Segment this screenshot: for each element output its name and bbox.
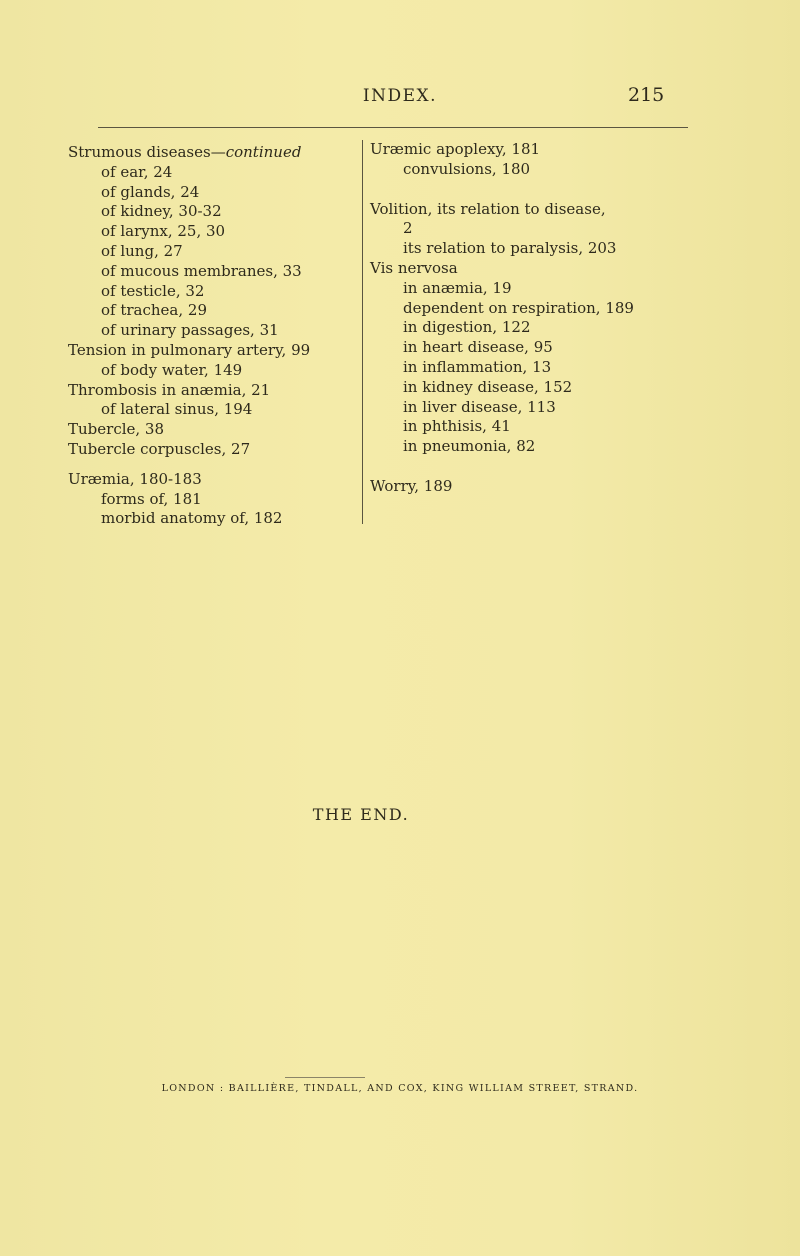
index-subentry: of ear, 24 [101,162,173,181]
spacer [370,180,634,200]
index-subentry: in heart disease, 95 [403,338,553,357]
index-subentry: its relation to paralysis, 203 [403,239,617,258]
index-entry: Strumous diseases—continued [68,143,302,161]
index-subentry: in digestion, 122 [403,318,531,337]
index-subentry: of mucous membranes, 33 [101,261,302,280]
imprint-rule [285,1077,365,1078]
index-subentry: in pneumonia, 82 [403,437,536,456]
index-entry: Volition, its relation to disease, [370,199,606,218]
index-entry: Thrombosis in anæmia, 21 [68,380,271,399]
index-subentry: convulsions, 180 [403,159,531,178]
index-entry: Tension in pulmonary artery, 99 [68,340,311,359]
index-subentry: morbid anatomy of, 182 [101,509,283,528]
index-subentry: dependent on respiration, 189 [403,298,634,317]
index-subentry: 2 [403,219,413,238]
page-number: 215 [628,84,665,106]
running-header-title: INDEX. [362,86,438,106]
index-subentry: of urinary passages, 31 [101,321,279,340]
index-entry: Vis nervosa [370,258,458,277]
printer-imprint: LONDON : BAILLIÈRE, TINDALL, AND COX, KING WILLIAM STREET, STRAND. [161,1083,639,1094]
index-column-right [370,140,634,497]
index-entry: Worry, 189 [370,476,453,495]
spacer [370,457,634,477]
index-subentry: in phthisis, 41 [403,417,511,436]
index-subentry: in liver disease, 113 [403,397,556,416]
index-entry: Tubercle corpuscles, 27 [68,439,251,458]
index-subentry: in anæmia, 19 [403,278,512,297]
index-subentry: of kidney, 30-32 [101,202,222,221]
the-end-text: THE END. [312,805,410,824]
index-subentry: of glands, 24 [101,182,200,201]
index-column-left [68,143,310,529]
index-entry: Uræmia, 180-183 [68,469,202,488]
index-subentry: of testicle, 32 [101,281,205,300]
index-subentry: of body water, 149 [101,360,243,379]
index-entry: Uræmic apoplexy, 181 [370,140,541,158]
index-subentry: forms of, 181 [101,489,202,508]
index-subentry: of lateral sinus, 194 [101,400,253,419]
index-subentry: of larynx, 25, 30 [101,222,226,241]
index-subentry: in kidney disease, 152 [403,377,573,396]
spacer [68,460,310,470]
header-rule [98,127,688,128]
index-subentry: in inflammation, 13 [403,357,552,376]
index-subentry: of lung, 27 [101,241,183,260]
index-entry: Tubercle, 38 [68,420,165,439]
column-divider [362,140,363,524]
index-subentry: of trachea, 29 [101,301,207,320]
